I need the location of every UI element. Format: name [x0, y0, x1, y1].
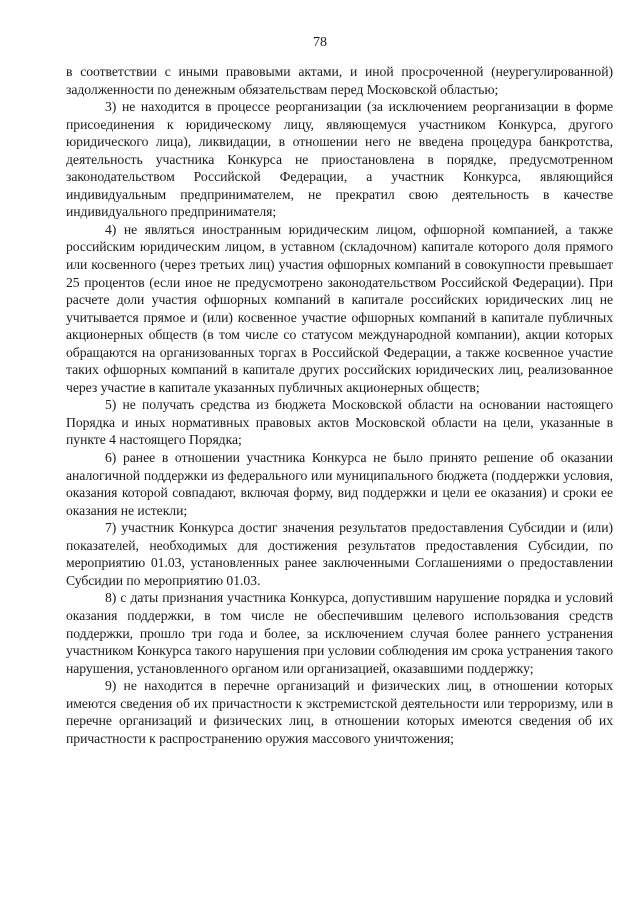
paragraph-item-8: 8) с даты признания участника Конкурса, допустившим нарушение порядка и условий оказания поддержки, в том числе не обеспечившим целевого использования средств поддержки, прошло три года и более, за исключением случая более раннего устранения участником Конкурса такого нарушения при условии соблюдения им срока устранения такого нарушения, установленного органом или организацией, оказавшими поддержку;	[66, 590, 613, 676]
paragraph-item-6: 6) ранее в отношении участника Конкурса не было принято решение об оказании аналогичной поддержки из федерального или муниципального бюджета (поддержки условия, оказания которой совпадают, включая форму, вид поддержки и цели ее оказания) и сроки ее оказания не истекли;	[66, 450, 613, 518]
document-body	[66, 63, 613, 747]
paragraph-item-4: 4) не являться иностранным юридическим лицом, офшорной компанией, а также российским юридическим лицом, в уставном (складочном) капитале которого доля прямого или косвенного (через третьих лиц) участия офшорных компаний в совокупности превышает 25 процентов (если иное не предусмотрено законодательством Российской Федерации). При расчете доли участия офшорных компаний в капитале российских юридических лиц не учитывается прямое и (или) косвенное участие офшорных компаний в капитале публичных акционерных обществ (в том числе со статусом международной компании), акции которых обращаются на организованных торгах в Российской Федерации, а также косвенное участие таких офшорных компаний в капитале других российских юридических лиц, реализованное через участие в капитале указанных публичных акционерных обществ;	[66, 221, 613, 395]
paragraph-continuation: в соответствии с иными правовыми актами, и иной просроченной (неурегулированной) задолженности по денежным обязательствам перед Московской областью;	[66, 64, 613, 97]
page-number: 78	[313, 35, 327, 50]
paragraph-item-9: 9) не находится в перечне организаций и физических лиц, в отношении которых имеются сведения об их причастности к экстремистской деятельности или терроризму, или в перечне организаций и физических лиц, в отношении которых имеются сведения об их причастности к распространению оружия массового уничтожения;	[66, 678, 613, 746]
paragraph-item-7: 7) участник Конкурса достиг значения результатов предоставления Субсидии и (или) показателей, необходимых для достижения результатов предоставления Субсидии, по мероприятию 01.03, установленных ранее заключенными Соглашениями о предоставлении Субсидии по мероприятию 01.03.	[66, 520, 613, 588]
paragraph-item-3: 3) не находится в процессе реорганизации (за исключением реорганизации в форме присоединения к юридическому лицу, являющемуся участником Конкурса, другого юридического лица), ликвидации, в отношении него не введена процедура банкротства, деятельность участника Конкурса не приостановлена в порядке, предусмотренном законодательством Российской Федерации, а участник Конкурса, являющийся индивидуальным предпринимателем, не прекратил свою деятельность в качестве индивидуального предпринимателя;	[66, 99, 613, 220]
paragraph-item-5: 5) не получать средства из бюджета Московской области на основании настоящего Порядка и иных нормативных правовых актов Московской области на цели, указанные в пункте 4 настоящего Порядка;	[66, 397, 613, 448]
